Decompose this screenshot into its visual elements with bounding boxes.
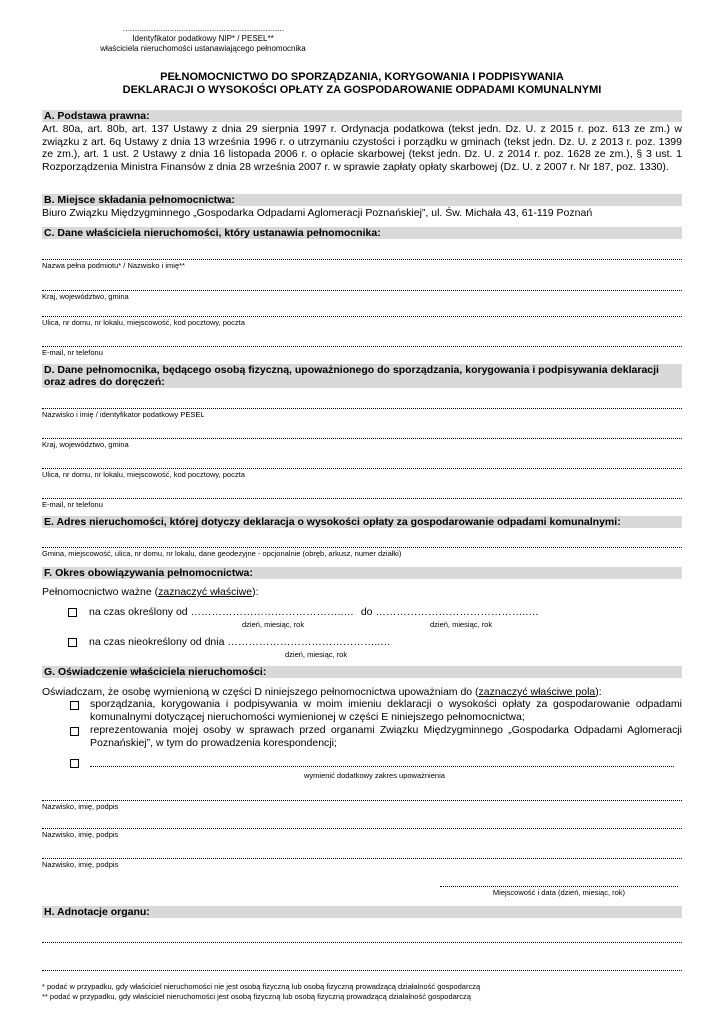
owner-contact-field[interactable] xyxy=(42,336,682,357)
proxy-address-field[interactable] xyxy=(42,458,682,479)
annotation-line-1[interactable] xyxy=(42,932,682,943)
validity-intro xyxy=(42,586,259,598)
signature-field-1[interactable] xyxy=(42,790,682,811)
authorization-intro-underlined: zaznaczyć właściwe pola xyxy=(478,686,596,698)
footnote-1: * podać w przypadku, gdy właściciel nieruchomości nie jest osobą fizyczną lub osobą fizyczną prowadzącą działalność gospodarczą xyxy=(42,982,481,991)
proxy-address-caption: Ulica, nr domu, nr lokalu, miejscowość, kod pocztowy, poczta xyxy=(42,470,245,479)
fixed-term-from-caption: dzień, miesiąc, rok xyxy=(242,620,305,629)
owner-name-input[interactable] xyxy=(42,249,682,260)
annotation-line-2[interactable] xyxy=(42,960,682,971)
signature-input-2[interactable] xyxy=(42,818,682,829)
indefinite-date-caption: dzień, miesiąc, rok xyxy=(285,650,348,659)
representation-option-text: reprezentowania mojej osoby w sprawach przed organami Związku Międzygminnego „Gospodarka Odpadami Aglomeracji Poznańskiej”, w tym do prowadzenia korespondencji; xyxy=(90,724,682,749)
signature-caption-3: Nazwisko, imię, podpis xyxy=(42,860,119,869)
property-address-input[interactable] xyxy=(42,537,682,548)
fixed-term-checkbox[interactable] xyxy=(68,608,77,617)
proxy-contact-field[interactable] xyxy=(42,488,682,509)
other-scope-input[interactable] xyxy=(90,756,674,767)
other-scope-caption: wymienić dodatkowy zakres upoważnienia xyxy=(304,771,445,780)
authorization-option-representation[interactable] xyxy=(42,724,682,750)
owner-name-field[interactable] xyxy=(42,249,682,270)
section-a-legal-basis: Art. 80a, art. 80b, art. 137 Ustawy z dnia 29 sierpnia 1997 r. Ordynacja podatkowa (tekst jedn. Dz. U. z 2015 r. poz. 613 ze zm.) w związku z art. 6q Ustawy z dnia 13 września 1996 r. o utrzymaniu czystości i porządku w gminach (tekst jedn. Dz. U. z 2013 r. poz. 1399 ze zm.), art. 1 ust. 2 Ustawy z dnia 16 listopada 2006 r. o opłacie skarbowej (tekst jedn. Dz. U. z 2014 r. poz. 1628 ze zm.), § 3 ust. 1 Rozporządzenia Ministra Finansów z dnia 28 września 2007 r. w sprawie zapłaty opłaty skarbowej (Dz. U. z 2007 r. Nr 187, poz. 1330). xyxy=(42,123,682,173)
section-d-heading-line-1: D. Dane pełnomocnika, będącego osobą fizyczną, upoważnionego do sporządzania, korygowania i podpisywania deklaracji xyxy=(44,364,659,376)
section-h-heading: H. Adnotacje organu: xyxy=(42,906,682,918)
proxy-address-input[interactable] xyxy=(42,458,682,469)
authorization-intro-prefix: Oświadczam, że osobę wymienioną w części D niniejszego pełnomocnictwa upoważniam do ( xyxy=(42,686,479,698)
authorization-intro-suffix: ): xyxy=(595,686,602,698)
property-address-caption: Gmina, miejscowość, ulica, nr domu, nr lokalu, dane geodezyjne - opcjonalnie (obręb, arkusz, numer działki) xyxy=(42,549,402,558)
authorization-intro xyxy=(42,686,602,698)
proxy-contact-caption: E-mail, nr telefonu xyxy=(42,500,103,509)
declarations-checkbox[interactable] xyxy=(70,701,79,710)
owner-identifier-input[interactable]: …………………………………………………………… xyxy=(122,24,284,33)
signature-input-3[interactable] xyxy=(42,848,682,859)
validity-intro-prefix: Pełnomocnictwo ważne ( xyxy=(42,586,159,598)
owner-name-caption: Nazwa pełna podmiotu* / Nazwisko i imię** xyxy=(42,261,185,270)
validity-intro-suffix: ): xyxy=(252,586,259,598)
annotation-input-2[interactable] xyxy=(42,960,682,971)
proxy-name-field[interactable] xyxy=(42,398,682,419)
owner-identifier-sublabel: właściciela nieruchomości ustanawiającego pełnomocnika xyxy=(100,44,306,53)
place-date-field[interactable] xyxy=(440,876,678,897)
proxy-region-field[interactable] xyxy=(42,428,682,449)
signature-input-1[interactable] xyxy=(42,790,682,801)
document-title xyxy=(42,71,682,97)
proxy-region-caption: Kraj, województwo, gmina xyxy=(42,440,129,449)
owner-address-input[interactable] xyxy=(42,306,682,317)
section-b-place: Biuro Związku Międzygminnego „Gospodarka Odpadami Aglomeracji Poznańskiej”, ul. Św. Michała 43, 61-119 Poznań xyxy=(42,207,593,219)
representation-checkbox[interactable] xyxy=(70,727,79,736)
section-e-heading: E. Adres nieruchomości, której dotyczy deklaracja o wysokości opłaty za gospodarowanie odpadami komunalnymi: xyxy=(42,516,682,528)
place-date-caption: Miejscowość i data (dzień, miesiąc, rok) xyxy=(492,888,626,897)
owner-address-caption: Ulica, nr domu, nr lokalu, miejscowość, kod pocztowy, poczta xyxy=(42,318,245,327)
signature-field-3[interactable] xyxy=(42,848,682,869)
proxy-name-caption: Nazwisko i imię / identyfikator podatkowy PESEL xyxy=(42,410,205,419)
authorization-option-declarations[interactable] xyxy=(42,698,682,724)
declarations-option-text: sporządzania, korygowania i podpisywania w moim imieniu deklaracji o wysokości opłaty za gospodarowanie odpadami komunalnymi dotyczącej nieruchomości wymienionej w części E niniejszego pełnomocnictwa; xyxy=(90,698,682,723)
fixed-term-label: na czas określony od ……………………………………..… xyxy=(89,606,354,618)
document-title-line-2: DEKLARACJI O WYSOKOŚCI OPŁATY ZA GOSPODAROWANIE ODPADAMI KOMUNALNYMI xyxy=(122,84,602,96)
owner-identifier-block xyxy=(88,24,318,54)
fixed-term-to-label: do ……………………………………..… xyxy=(360,606,539,618)
validity-indefinite-option[interactable] xyxy=(68,636,391,648)
proxy-name-input[interactable] xyxy=(42,398,682,409)
owner-contact-input[interactable] xyxy=(42,336,682,347)
authorization-option-other[interactable] xyxy=(42,756,682,770)
validity-intro-underlined: zaznaczyć właściwe xyxy=(158,586,253,598)
annotation-input-1[interactable] xyxy=(42,932,682,943)
proxy-contact-input[interactable] xyxy=(42,488,682,499)
proxy-region-input[interactable] xyxy=(42,428,682,439)
signature-caption-1: Nazwisko, imię, podpis xyxy=(42,802,119,811)
validity-fixed-term-option[interactable] xyxy=(68,606,539,618)
signature-caption-2: Nazwisko, imię, podpis xyxy=(42,830,119,839)
owner-address-field[interactable] xyxy=(42,306,682,327)
section-c-heading: C. Dane właściciela nieruchomości, który ustanawia pełnomocnika: xyxy=(42,227,682,239)
owner-contact-caption: E-mail, nr telefonu xyxy=(42,348,103,357)
other-scope-checkbox[interactable] xyxy=(70,759,79,768)
document-title-line-1: PEŁNOMOCNICTWO DO SPORZĄDZANIA, KORYGOWANIA I PODPISYWANIA xyxy=(160,71,564,83)
footnote-2: ** podać w przypadku, gdy właściciel nieruchomości jest osobą fizyczną lub osobą fizyczną prowadzącą działalność gospodarczą xyxy=(42,992,471,1001)
owner-identifier-label: Identyfikator podatkowy NIP* / PESEL** xyxy=(132,34,274,43)
owner-region-field[interactable] xyxy=(42,280,682,301)
owner-region-caption: Kraj, województwo, gmina xyxy=(42,292,129,301)
indefinite-checkbox[interactable] xyxy=(68,638,77,647)
section-a-heading: A. Podstawa prawna: xyxy=(42,110,682,122)
section-f-heading: F. Okres obowiązywania pełnomocnictwa: xyxy=(42,567,682,579)
section-b-heading: B. Miejsce składania pełnomocnictwa: xyxy=(42,194,682,206)
fixed-term-to-caption: dzień, miesiąc, rok xyxy=(430,620,493,629)
section-g-heading: G. Oświadczenie właściciela nieruchomości: xyxy=(42,666,682,678)
place-date-input[interactable] xyxy=(440,876,678,887)
section-d-heading-line-2: oraz adres do doręczeń: xyxy=(44,376,165,388)
section-d-heading xyxy=(42,364,682,388)
indefinite-label: na czas nieokreślony od dnia ……………………………………..… xyxy=(89,636,391,648)
property-address-field[interactable] xyxy=(42,537,682,558)
signature-field-2[interactable] xyxy=(42,818,682,839)
declaration-form xyxy=(42,0,682,1024)
owner-region-input[interactable] xyxy=(42,280,682,291)
